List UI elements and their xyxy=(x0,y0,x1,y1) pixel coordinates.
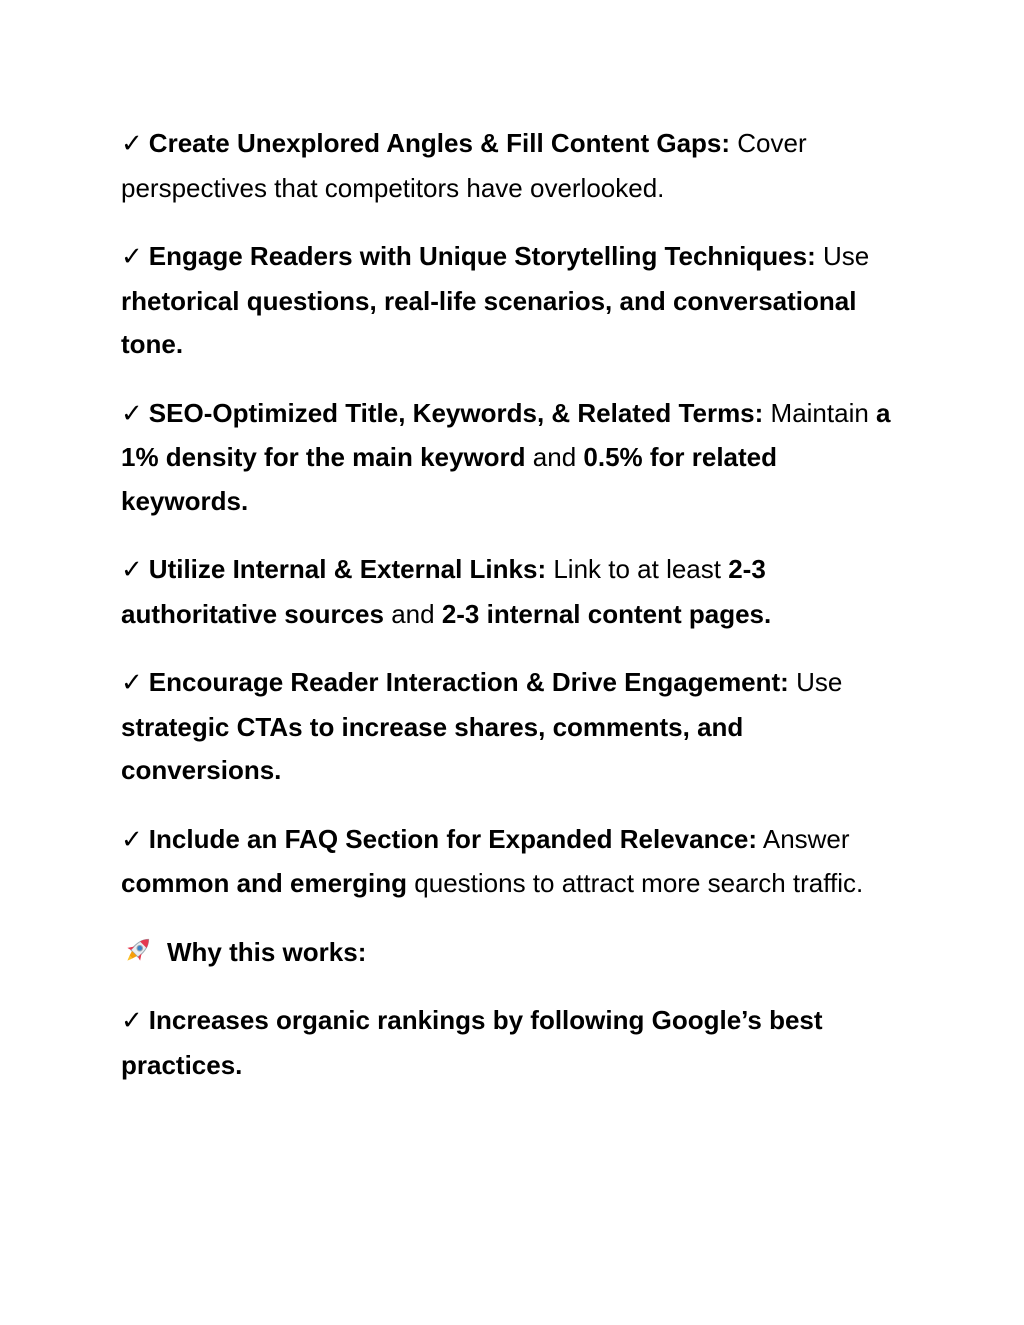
item-title: SEO-Optimized Title, Keywords, & Related Terms: xyxy=(148,397,764,428)
item-title: Engage Readers with Unique Storytelling Techniques: xyxy=(148,241,816,271)
item-text: Use xyxy=(815,241,870,271)
item-title: Increases organic rankings by following Google’s best practices. xyxy=(121,1005,823,1080)
item-text: Maintain xyxy=(763,397,877,428)
item-title: Utilize Internal & External Links: xyxy=(148,554,547,584)
item-text: questions to attract more search traffic. xyxy=(407,868,864,898)
item-text: and xyxy=(525,442,584,472)
list-item xyxy=(121,392,901,524)
rocket-icon xyxy=(121,933,155,967)
why-heading-label: Why this works: xyxy=(167,936,367,967)
checkmark-icon: ✓ xyxy=(121,398,143,429)
checkmark-icon: ✓ xyxy=(121,668,143,698)
item-emphasis: 2-3 internal content pages. xyxy=(441,598,772,629)
item-emphasis: rhetorical questions, real-life scenarios, and conversational tone. xyxy=(121,285,857,359)
list-item xyxy=(121,122,901,210)
item-title: Create Unexplored Angles & Fill Content Gaps: xyxy=(148,128,731,158)
document-content xyxy=(121,122,901,1112)
item-text: Use xyxy=(788,667,843,697)
checkmark-icon: ✓ xyxy=(121,242,143,272)
checkmark-icon: ✓ xyxy=(121,555,143,585)
list-item xyxy=(121,235,901,367)
item-emphasis: 2-3 authoritative sources xyxy=(121,554,766,629)
checkmark-icon: ✓ xyxy=(121,129,143,159)
item-emphasis: 0.5% for related keywords. xyxy=(121,442,778,516)
item-text: Cover perspectives that competitors have overlooked. xyxy=(121,128,807,203)
list-item xyxy=(121,999,901,1087)
list-item xyxy=(121,548,901,636)
checkmark-icon: ✓ xyxy=(121,824,143,855)
list-item xyxy=(121,661,901,793)
item-text: and xyxy=(383,598,442,629)
list-item xyxy=(121,818,901,906)
checkmark-icon: ✓ xyxy=(121,1006,143,1036)
item-text: Link to at least xyxy=(546,554,729,584)
item-title: Include an FAQ Section for Expanded Relevance: xyxy=(148,823,758,854)
item-emphasis: common and emerging xyxy=(121,868,408,898)
why-heading xyxy=(121,931,901,975)
item-text: Answer xyxy=(757,823,850,854)
item-emphasis: strategic CTAs to increase shares, comments, and conversions. xyxy=(121,711,744,785)
item-title: Encourage Reader Interaction & Drive Engagement: xyxy=(148,667,789,697)
item-emphasis: a 1% density for the main keyword xyxy=(121,397,891,472)
